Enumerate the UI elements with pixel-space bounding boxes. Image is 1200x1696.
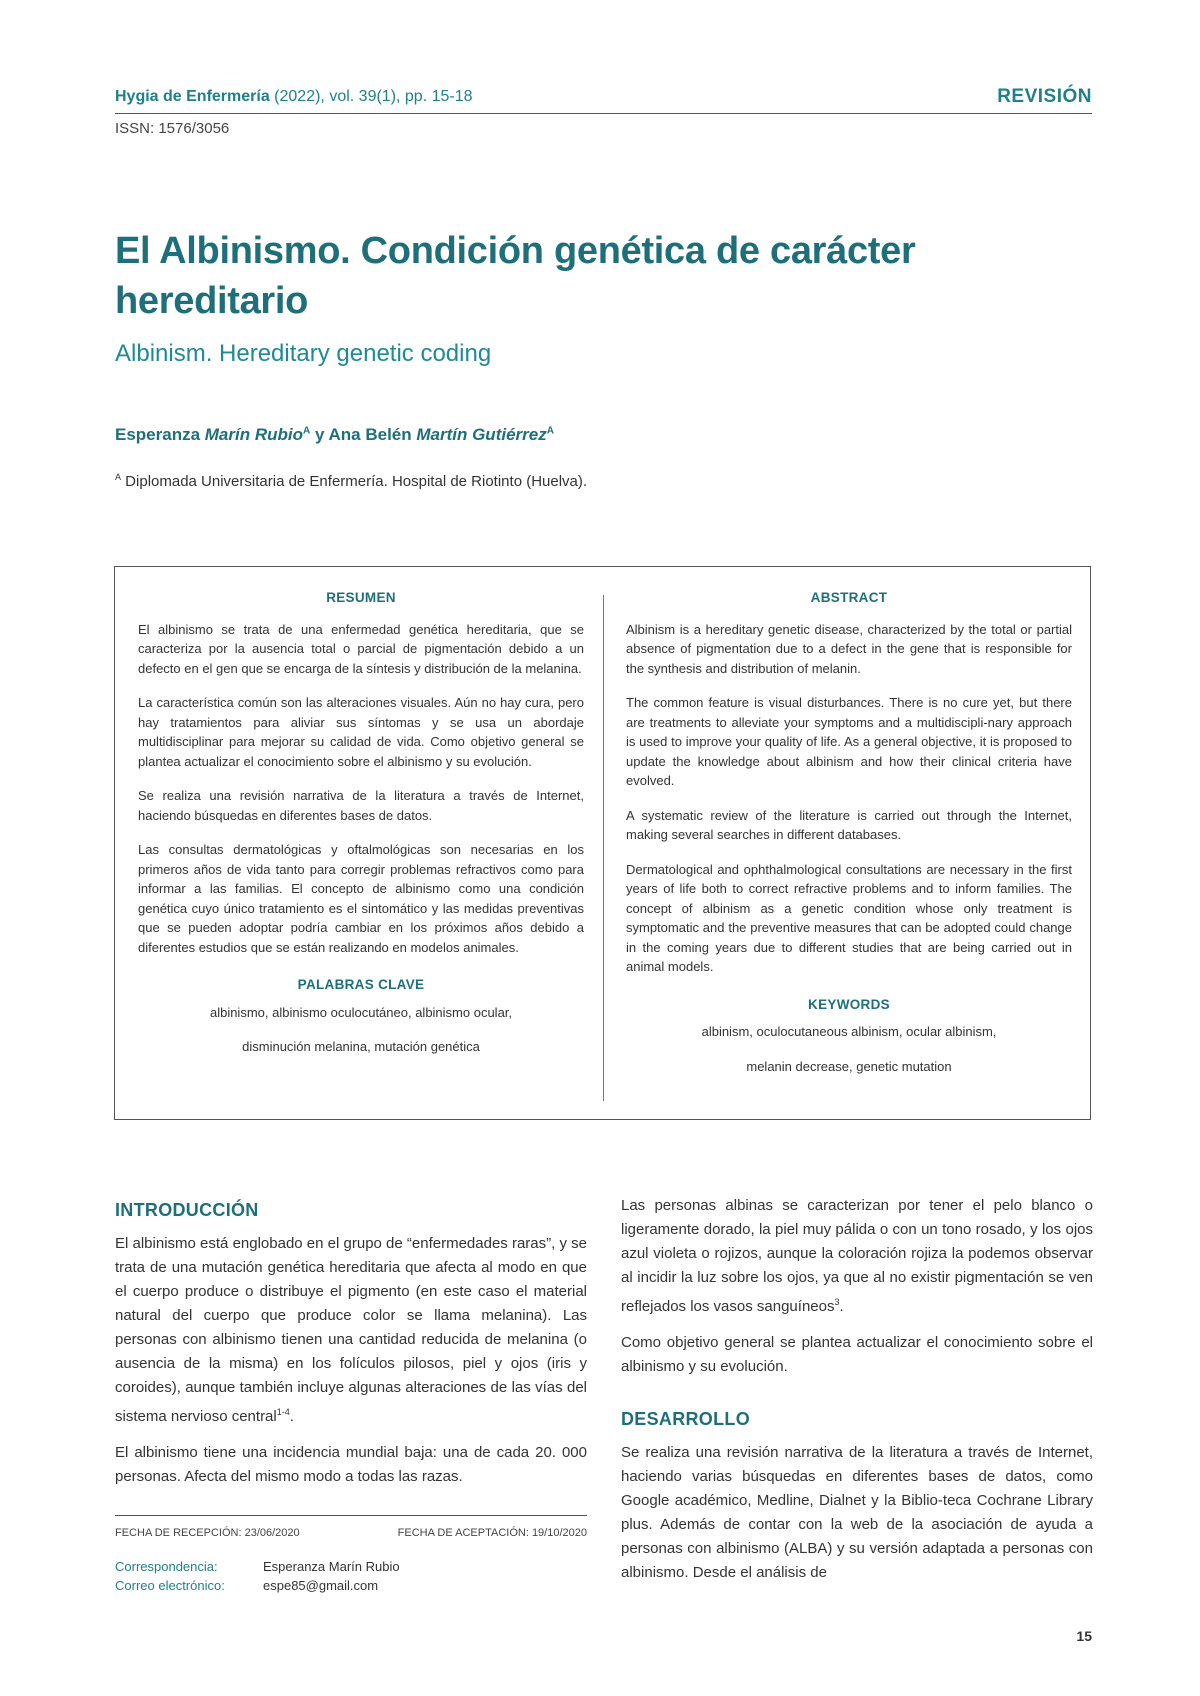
journal-citation (115, 88, 473, 106)
reference-marker: 1-4 (276, 1407, 290, 1417)
email-address[interactable]: espe85@gmail.com (263, 1578, 379, 1593)
intro-paragraph-end: . (289, 1408, 294, 1425)
article-subtitle: Albinism. Hereditary genetic coding (115, 340, 492, 367)
correspondence-name: Esperanza Marín Rubio (263, 1559, 400, 1574)
header-divider (115, 113, 1092, 114)
intro-paragraph (115, 1232, 587, 1429)
author-last-name: Martín Gutiérrez (416, 425, 547, 444)
keywords-heading: KEYWORDS (808, 996, 890, 1012)
abstract-heading: ABSTRACT (810, 590, 888, 605)
abstract-paragraph: Dermatological and ophthalmological consultations are necessary in the first years of life both to correct refractive problems and to inform families. The concept of albinism as a genetic condition whose only treatment is symptomatic and the preventive measures that can be adopted could change in the coming years due to different studies that are being carried out in animal models. (626, 861, 1072, 974)
body-paragraph: Como objetivo general se plantea actualizar el conocimiento sobre el albinismo y su evolución. (621, 1334, 1093, 1375)
resumen-heading: RESUMEN (326, 590, 396, 605)
palabras-clave-line: albinismo, albinismo oculocutáneo, albinismo ocular, (209, 1004, 513, 1020)
resumen-paragraph: Las consultas dermatológicas y oftalmológicas son necesarias en los primeros años de vida tanto para corregir problemas refractivos como para informar a las familias. El concepto de albinismo como una condición genética cuyo único tratamiento es el sintomático y las medidas preventivas que se pueden adoptar podría cambiar en los próximos años debido a diferentes estudios que se están realizando en modelos animales. (138, 842, 584, 955)
introduccion-heading: INTRODUCCIÓN (115, 1200, 259, 1220)
author-affiliation-mark: A (546, 425, 554, 437)
affiliation-mark: A (115, 472, 122, 482)
resumen-paragraph: El albinismo se trata de una enfermedad genética hereditaria, que se caracteriza por la ausencia total o parcial de pigmentación debido a un defecto en el gen que se encarga de la síntesis y distribución de la melanina. (138, 621, 584, 676)
intro-paragraph: El albinismo tiene una incidencia mundial baja: una de cada 20. 000 personas. Afecta del mismo modo a todas las razas. (115, 1444, 587, 1485)
correspondence-block (115, 1557, 400, 1595)
accepted-date: FECHA DE ACEPTACIÓN: 19/10/2020 (397, 1527, 587, 1539)
issn: ISSN: 1576/3056 (115, 120, 230, 137)
page-number: 15 (1076, 1628, 1092, 1644)
abstract-paragraph: Albinism is a hereditary genetic disease, characterized by the total or partial absence of pigmentation due to a defect in the gene that is responsible for the synthesis and distribution of melanin. (626, 621, 1072, 676)
received-date: FECHA DE RECEPCIÓN: 23/06/2020 (115, 1527, 300, 1539)
author-first-name: Esperanza (115, 425, 205, 444)
abstract-column-divider (603, 595, 604, 1101)
article-title: El Albinismo. Condición genética de carácter hereditario (115, 230, 916, 322)
abstract-paragraph: The common feature is visual disturbances. There is no cure yet, but there are treatments to alleviate your symptoms and a multidiscipli-nary approach is used to improve your quality of life. As a general objective, it is proposed to update the knowledge about albinism and how their clinical criteria have evolved. (626, 695, 1072, 788)
body-paragraph: Se realiza una revisión narrativa de la literatura a través de Internet, haciendo varias búsquedas en diferentes bases de datos, como Google académico, Medline, Dialnet y la Biblio-teca Cochrane Library plus. Además de contar con la web de la asociación de ayuda a personas con albinismo (ALBA) y su versión adaptada a personas con albinismo. Desde el análisis de (621, 1444, 1093, 1581)
resumen-paragraph: Se realiza una revisión narrativa de la literatura a través de Internet, haciendo búsquedas en diferentes bases de datos. (138, 788, 584, 823)
palabras-clave-heading: PALABRAS CLAVE (297, 977, 425, 992)
correspondence-label: Correspondencia: (115, 1559, 218, 1574)
author-first-name: Ana Belén (328, 425, 417, 444)
email-label: Correo electrónico: (115, 1578, 225, 1593)
resumen-paragraph: La característica común son las alteraciones visuales. Aún no hay cura, pero hay tratamientos para aliviar sus síntomas y se usa un abordaje multidisciplinar para mejorar su calidad de vida. Como objetivo general se plantea actualizar el conocimiento sobre el albinismo y su evolución. (138, 695, 584, 769)
author-joiner: y (310, 425, 329, 444)
affiliation (115, 472, 587, 490)
body-left-column (115, 1198, 587, 1501)
journal-details: (2022), vol. 39(1), pp. 15-18 (269, 88, 473, 105)
reference-marker: 3 (834, 1297, 840, 1307)
intro-paragraph-text: El albinismo está englobado en el grupo de “enfermedades raras”, y se trata de una mutación genética hereditaria que afecta al modo en que el cuerpo produce o distribuye el pigmento (en este caso el material natural del cuerpo que produce color se llama melanina). Las personas con albinismo tienen una cantidad reducida de melanina (o ausencia de la misma) en los folículos pilosos, piel y ojos (iris y coroides), aunque también incluye algunas alteraciones de las vías del sistema nervioso central (115, 1235, 587, 1425)
keywords-line: melanin decrease, genetic mutation (746, 1058, 952, 1074)
affiliation-text: Diplomada Universitaria de Enfermería. Hospital de Riotinto (Huelva). (121, 473, 588, 490)
section-label: REVISIÓN (997, 86, 1092, 107)
author-list (115, 425, 554, 445)
keywords-line: albinism, oculocutaneous albinism, ocular albinism, (701, 1024, 997, 1039)
palabras-clave-line: disminución melanina, mutación genética (242, 1039, 480, 1054)
abstract-column (626, 588, 1072, 1091)
author-last-name: Marín Rubio (204, 425, 303, 444)
footer-divider (115, 1515, 587, 1516)
author-affiliation-mark: A (302, 425, 311, 437)
abstract-paragraph: A systematic review of the literature is carried out through the Internet, making several searches in different databases. (626, 807, 1072, 842)
body-paragraph-text: Las personas albinas se caracterizan por tener el pelo blanco o ligeramente dorado, la piel muy pálida o con un tono rosado, y los ojos azul violeta o rojizos, aunque la coloración rojiza la podemos observar al incidir la luz sobre los ojos, ya que al no existir pigmentación se ven reflejados los vasos sanguíneos (621, 1197, 1093, 1315)
resumen-column (138, 588, 584, 1072)
desarrollo-heading: DESARROLLO (621, 1409, 750, 1429)
body-paragraph-end: . (839, 1298, 844, 1315)
body-paragraph (621, 1194, 1093, 1319)
body-right-column (621, 1194, 1093, 1597)
dates-row (115, 1527, 587, 1539)
journal-name: Hygia de Enfermería (115, 88, 270, 105)
